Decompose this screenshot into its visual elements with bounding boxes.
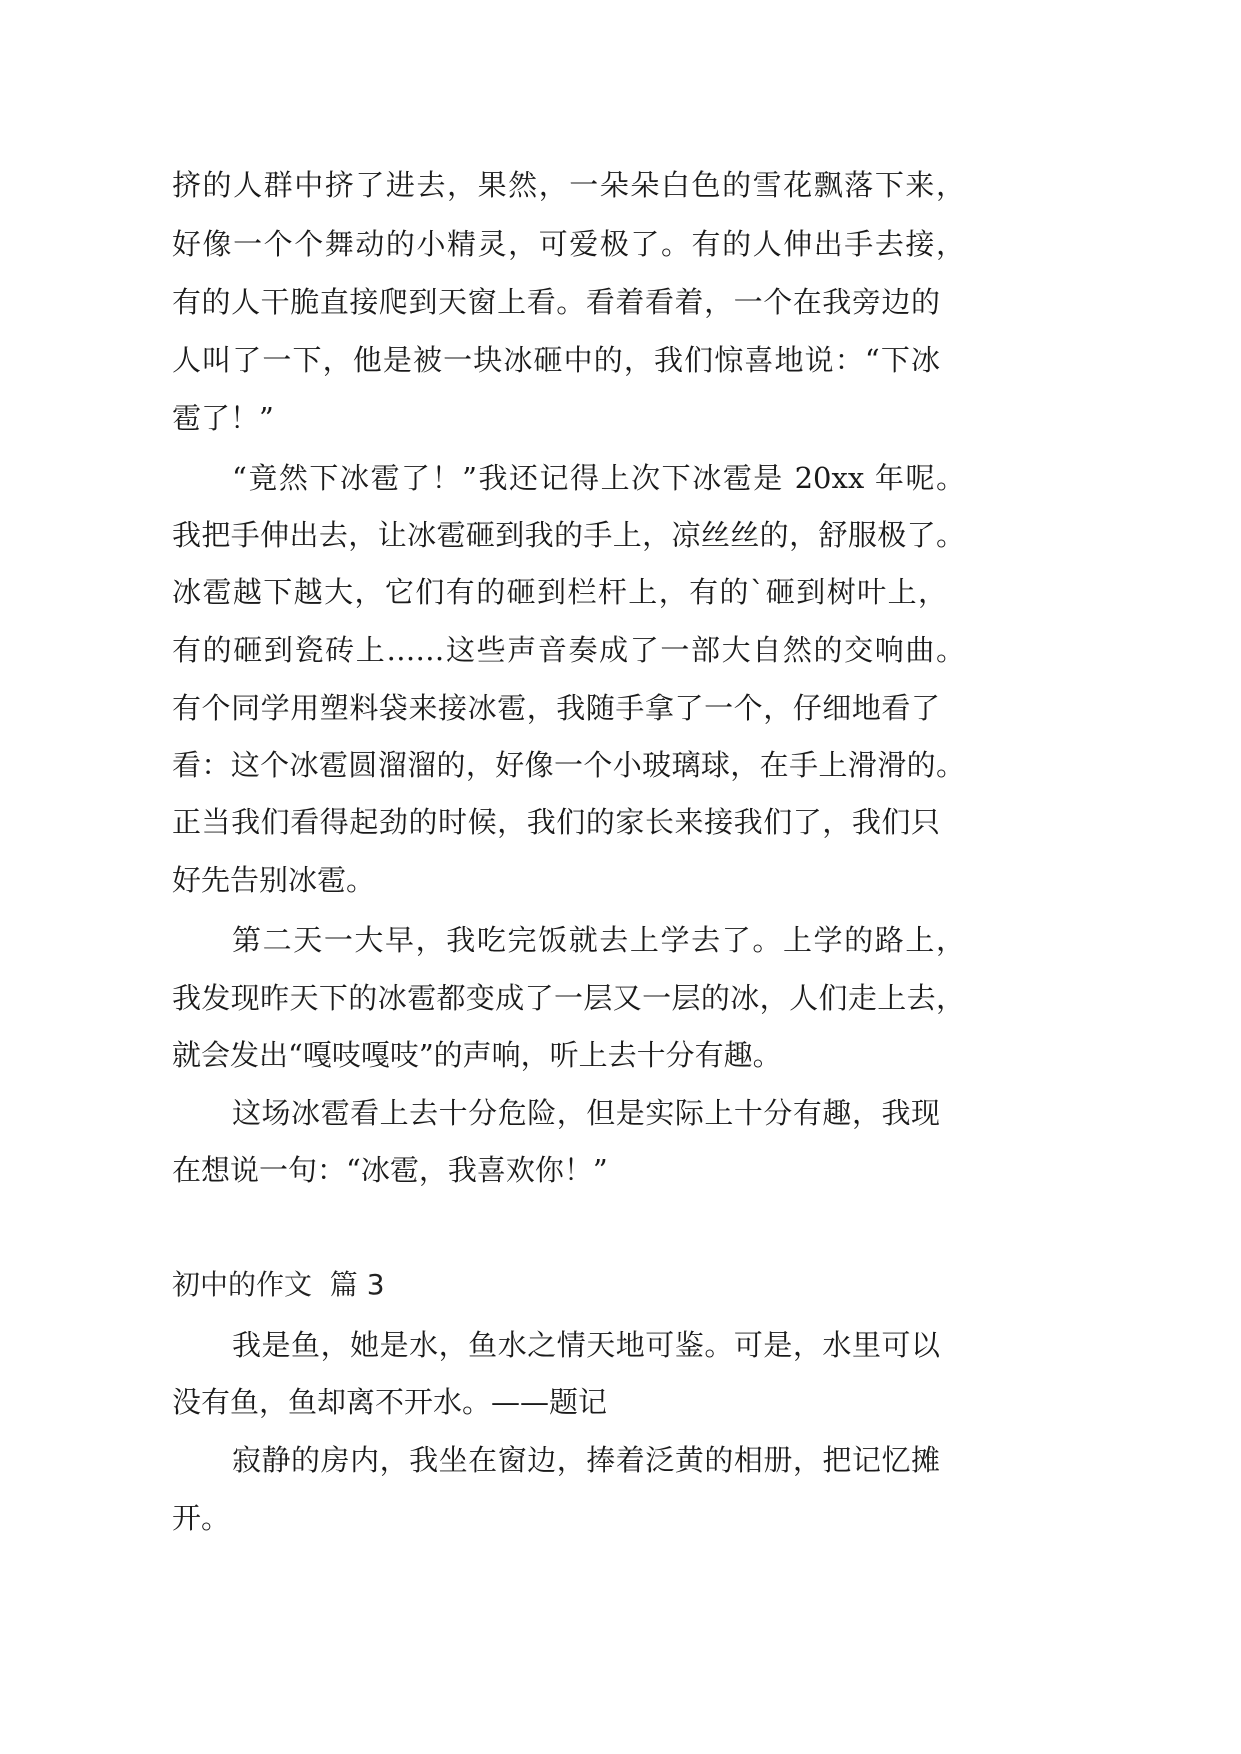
text-line: 人叫了一下，他是被一块冰砸中的，我们惊喜地说：“下冰 xyxy=(172,343,940,377)
paragraph-first-line: 寂静的房内，我坐在窗边，捧着泛黄的相册，把记忆摊 xyxy=(232,1443,940,1477)
paragraph-first-line: 这场冰雹看上去十分危险，但是实际上十分有趣，我现 xyxy=(232,1096,940,1130)
paragraph-first-line: “竟然下冰雹了！”我还记得上次下冰雹是 20xx 年呢。 xyxy=(232,461,965,495)
text-line: 冰雹越下越大，它们有的砸到栏杆上，有的`砸到树叶上， xyxy=(172,575,947,609)
text-line: 有的砸到瓷砖上……这些声音奏成了一部大自然的交响曲。 xyxy=(172,633,965,667)
text-line: 好像一个个舞动的小精灵，可爱极了。有的人伸出手去接， xyxy=(172,227,965,261)
paragraph-first-line: 第二天一大早，我吃完饭就去上学去了。上学的路上， xyxy=(232,923,965,957)
text-line: 开。 xyxy=(172,1501,231,1535)
text-line: 有个同学用塑料袋来接冰雹，我随手拿了一个，仔细地看了 xyxy=(172,691,940,725)
section-heading: 初中的作文 篇 3 xyxy=(172,1268,385,1301)
text-line: 我把手伸出去，让冰雹砸到我的手上，凉丝丝的，舒服极了。 xyxy=(172,518,965,552)
paragraph-first-line: 我是鱼，她是水，鱼水之情天地可鉴。可是，水里可以 xyxy=(232,1328,940,1362)
text-line: 在想说一句：“冰雹，我喜欢你！” xyxy=(172,1153,608,1187)
text-line: 挤的人群中挤了进去，果然，一朵朵白色的雪花飘落下来， xyxy=(172,168,965,202)
text-line: 正当我们看得起劲的时候，我们的家长来接我们了，我们只 xyxy=(172,805,940,839)
text-line: 好先告别冰雹。 xyxy=(172,863,376,897)
text-line: 没有鱼，鱼却离不开水。——题记 xyxy=(172,1385,608,1419)
text-line: 有的人干脆直接爬到天窗上看。看着看着，一个在我旁边的 xyxy=(172,285,940,319)
text-line: 就会发出“嘎吱嘎吱”的声响，听上去十分有趣。 xyxy=(172,1038,782,1072)
text-line: 看：这个冰雹圆溜溜的，好像一个小玻璃球，在手上滑滑的。 xyxy=(172,748,965,782)
text-line: 雹了！” xyxy=(172,401,274,435)
text-line: 我发现昨天下的冰雹都变成了一层又一层的冰，人们走上去， xyxy=(172,981,965,1015)
